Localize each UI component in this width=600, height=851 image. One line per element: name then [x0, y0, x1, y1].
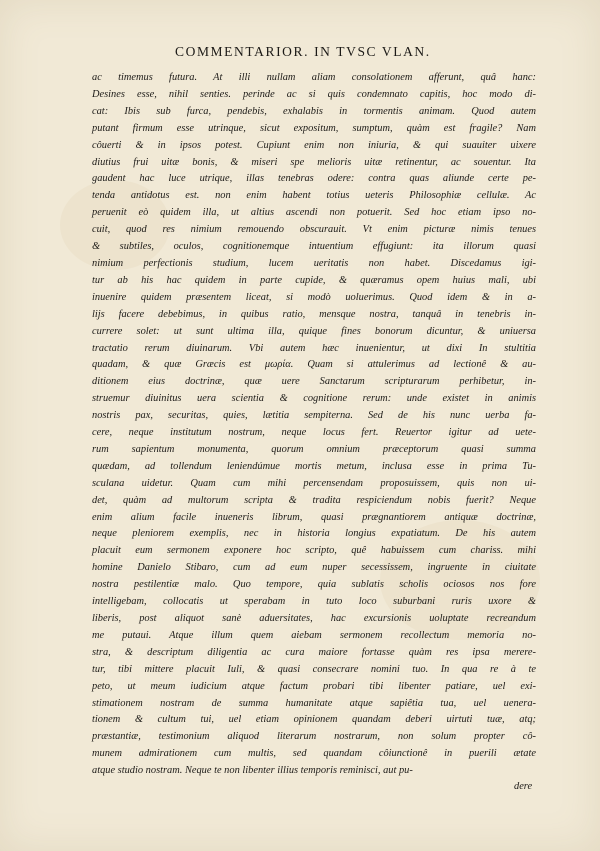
text-line: tenda antidotus est. non enim habent totius ueteris Philosophiæ cellulæ. Ac — [92, 190, 536, 202]
text-line: rum sapientum monumenta, quorum omnium præceptorum quasi summa — [92, 443, 536, 455]
text-line: placuit eum sermonem exponere hoc scripto, quê habuissem cum chariss. mihi — [92, 545, 536, 557]
text-line: currere solet: ut sunt ultima illa, quique fines bonorum dicuntur, & uniuersa — [92, 325, 536, 337]
text-line: det, quàm ad multorum scripta & tradita respiciendum nobis fuerit? Neque — [92, 494, 536, 506]
text-line: neque pleniorem exemplis, nec in historia longius expatiatum. De his autem — [92, 528, 536, 540]
text-line: inuenire quidem præsentem liceat, si modò uoluerimus. Quod idem & in a- — [92, 291, 536, 303]
running-head: COMMENTARIOR. IN TVSC VLAN. — [175, 44, 431, 59]
text-line: peto, ut meum iudicium atque factum probari tibi libenter patiare, uel exi- — [92, 680, 536, 692]
text-line: nostra pestilentiæ malo. Quo tempore, quia sublatis scholis ociosos nos fore — [92, 579, 536, 591]
text-line: ditionem eius doctrinæ, quæ uere Sanctarum scripturarum perhibetur, in- — [92, 376, 536, 388]
catchword: dere — [514, 781, 533, 792]
text-line: gaudent hac luce utrique, illas tenebras odere: contra quas aliunde certe pe- — [92, 173, 536, 185]
text-line: homine Danielo Stibaro, cum ad eum nuper secessissem, ingruente in ciuitate — [92, 562, 536, 574]
text-line: enim alium facile inueneris librum, quasi prægnantiorem antiquæ doctrinæ, — [92, 511, 536, 523]
text-line: atque studio nostram. Neque te non libenter illius temporis reminisci, aut pu- — [92, 765, 413, 777]
text-line: me putaui. Atque illum quem aiebam sermonem recollectum memoria no- — [92, 629, 536, 641]
text-line: nostris pax, securitas, quies, lætitia sempiterna. Sed de his nunc uerba fa- — [92, 410, 536, 422]
text-line: peruenit eò quidem illa, ut altius ascendi non potuerit. Sed hoc etiam ipso no- — [92, 207, 536, 219]
text-line: præstantiæ, testimonium aliquod literarum nostrarum, non solum propter cô- — [92, 731, 536, 743]
text-line: Desines esse, nihil senties. perinde ac si quis condemnato capitis, hoc modo di- — [92, 88, 536, 100]
text-line: tur, tibi mittere placuit Iuli, & quasi consecrare nomini tuo. In qua re à te — [92, 663, 536, 675]
body-text — [92, 70, 536, 780]
text-line: munem admirationem cum multis, sed quandam côiunctionê in puerili ætate — [92, 748, 536, 760]
text-line: sculana uidetur. Quam cum mihi percensendam proposuissem, quis non ui- — [92, 477, 536, 489]
text-line: quædam, ad tollendum leniendúmue mortis metum, inclusa esse in prima Tu- — [92, 460, 536, 472]
text-line: struemur diuinitus uera scientia & cognitione rerum: unde existet in animis — [92, 393, 536, 405]
text-line: intelligebam, collocatis ut sperabam in tuto loco suburbani ruris uxore & — [92, 596, 536, 608]
text-line: cat: Ibis sub furca, pendebis, exhalabis in tormentis animam. Quod autem — [92, 105, 536, 117]
text-line: stra, & descriptum diligentia ac cura maiore fortasse quàm res ipsa merere- — [92, 646, 536, 658]
text-line: diutius frui uitæ bonis, & miseri spe melioris uitæ retinentur, ac souentur. Ita — [92, 156, 536, 168]
text-line: putant firmum esse utrinque, sicut expositum, sumptum, quàm est fragile? Nam — [92, 122, 536, 134]
text-line: & subtiles, oculos, cognitionemque intuentium effugiunt: ita illorum quasi — [92, 241, 536, 253]
text-line: côuerti & in ipsos potest. Cupiunt enim non iniuria, & qui suauiter uixere — [92, 139, 536, 151]
text-line: liberis, post aliquot sanè aduersitates, hac excursionis uoluptate recreandum — [92, 613, 536, 624]
text-line: quadam, & quæ Græcis est μωρία. Quam si attulerimus ad lectionê & au- — [92, 359, 536, 371]
text-line: cere, neque institutum nostrum, neque locus fert. Reuertor igitur ad uete- — [92, 427, 536, 439]
text-line: lijs facere debebimus, in quibus ratio, mensque nostra, tanquâ in tenebris in- — [92, 308, 536, 320]
text-line: ac timemus futura. At illi nullam aliam consolationem afferunt, quâ hanc: — [92, 72, 536, 83]
text-line: tur ab his hac quidem in parte cupide, & quæramus opem huius mali, ubi — [92, 274, 536, 286]
text-line: tractatio rerum diuinarum. Vbi autem hæc inuenientur, ut dixi In stultitia — [92, 342, 536, 354]
text-line: tionem & cultum tui, uel etiam opinionem quandam deberi uirtuti tuæ, atq; — [92, 714, 536, 726]
text-line: nimium perfectionis studium, lucem ueritatis non habet. Discedamus igi- — [92, 257, 536, 269]
text-line: stimationem nostram de summa humanitate atque sapiêtia tua, uel uenera- — [92, 697, 536, 709]
text-line: cuit, quod res nimium remouendo obscurauit. Vt enim picturæ nimis tenues — [92, 224, 536, 236]
